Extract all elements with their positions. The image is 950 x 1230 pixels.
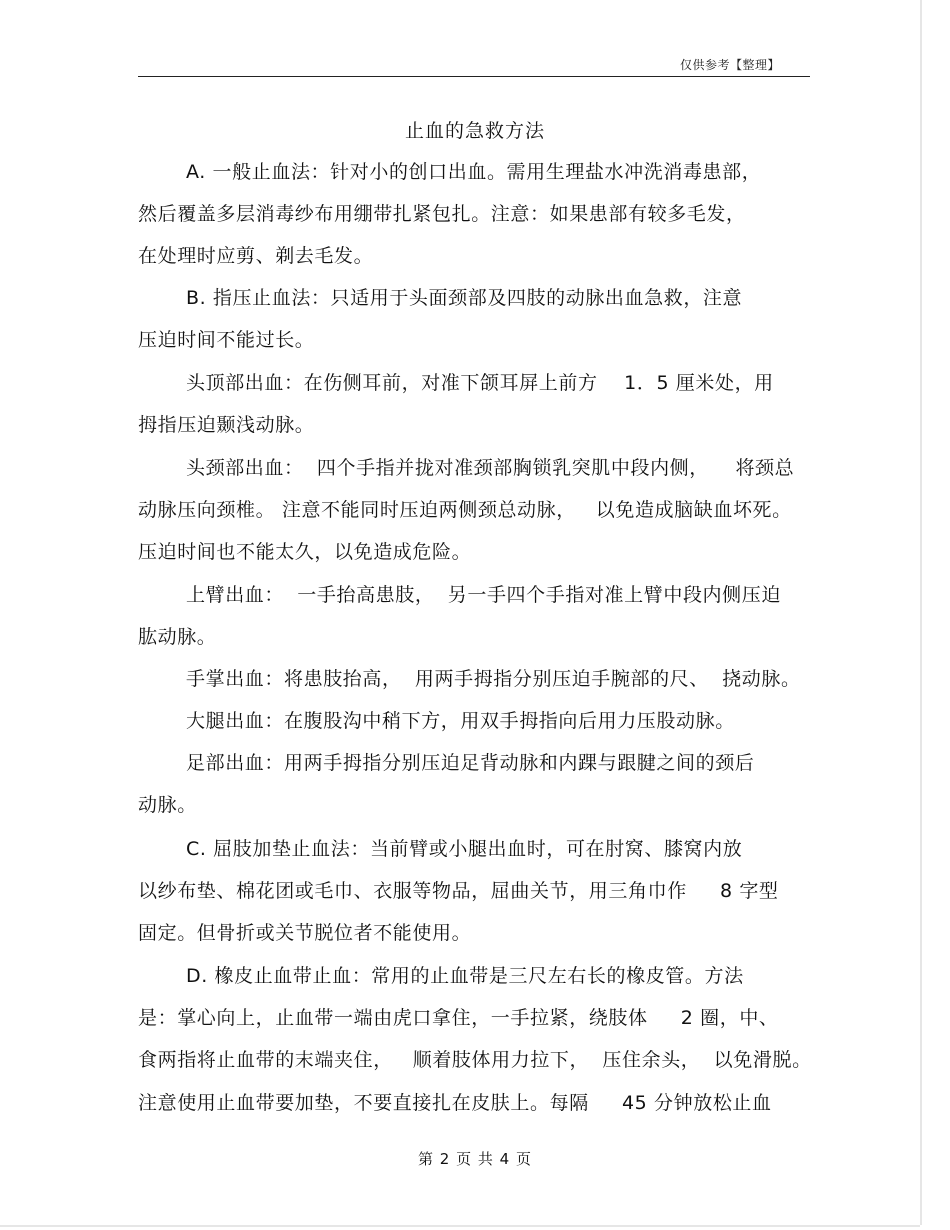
body-line: 头颈部出血： 四个手指并拢对准颈部胸锁乳突肌中段内侧， 将颈总 (186, 457, 795, 479)
body-line: A. 一般止血法：针对小的创口出血。需用生理盐水冲洗消毒患部， (186, 161, 762, 183)
body-line: 大腿出血：在腹股沟中稍下方，用双手拇指向后用力压股动脉。 (186, 710, 735, 732)
body-line: 食两指将止血带的末端夹住， 顺着肢体用力拉下， 压住余头， 以免滑脱。 (138, 1049, 812, 1071)
body-line: B. 指压止血法：只适用于头面颈部及四肢的动脉出血急救，注意 (186, 287, 743, 309)
body-line: 手掌出血：将患肢抬高， 用两手拇指分别压迫手腕部的尺、 挠动脉。 (186, 668, 801, 690)
body-line: C. 屈肢加垫止血法：当前臂或小腿出血时，可在肘窝、膝窝内放 (186, 838, 743, 860)
body-line: 在处理时应剪、剃去毛发。 (138, 245, 374, 267)
body-line: 然后覆盖多层消毒纱布用绷带扎紧包扎。注意：如果患部有较多毛发， (138, 203, 746, 225)
body-line: 足部出血：用两手拇指分别压迫足背动脉和内踝与跟腱之间的颈后 (186, 752, 755, 774)
header-divider (138, 76, 810, 77)
body-line: 固定。但骨折或关节脱位者不能使用。 (138, 922, 472, 944)
header-note: 仅供参考【整理】 (679, 58, 780, 72)
body-line: 是：掌心向上，止血带一端由虎口拿住，一手拉紧，绕肢体 2 圈，中、 (138, 1007, 779, 1029)
body-line: 动脉。 (138, 794, 197, 816)
body-line: 压迫时间不能过长。 (138, 329, 315, 351)
body-line: 上臂出血： 一手抬高患肢， 另一手四个手指对准上臂中段内侧压迫 (186, 584, 781, 606)
body-line: 肱动脉。 (138, 626, 217, 648)
body-line: 动脉压向颈椎。 注意不能同时压迫两侧颈总动脉， 以免造成脑缺血坏死。 (138, 499, 792, 521)
body-line: 头顶部出血：在伤侧耳前，对准下颌耳屏上前方 1．5 厘米处，用 (186, 372, 774, 394)
page-number: 第 2 页 共 4 页 (418, 1150, 532, 1168)
body-line: 注意使用止血带要加垫，不要直接扎在皮肤上。每隔 45 分钟放松止血 (138, 1092, 772, 1114)
body-line: 以纱布垫、棉花团或毛巾、衣服等物品，屈曲关节，用三角巾作 8 字型 (138, 880, 779, 902)
body-line: 拇指压迫颞浅动脉。 (138, 414, 315, 436)
page-title: 止血的急救方法 (404, 120, 545, 142)
body-line: D. 橡皮止血带止血：常用的止血带是三尺左右长的橡皮管。方法 (186, 965, 744, 987)
body-line: 压迫时间也不能太久，以免造成危险。 (138, 541, 472, 563)
